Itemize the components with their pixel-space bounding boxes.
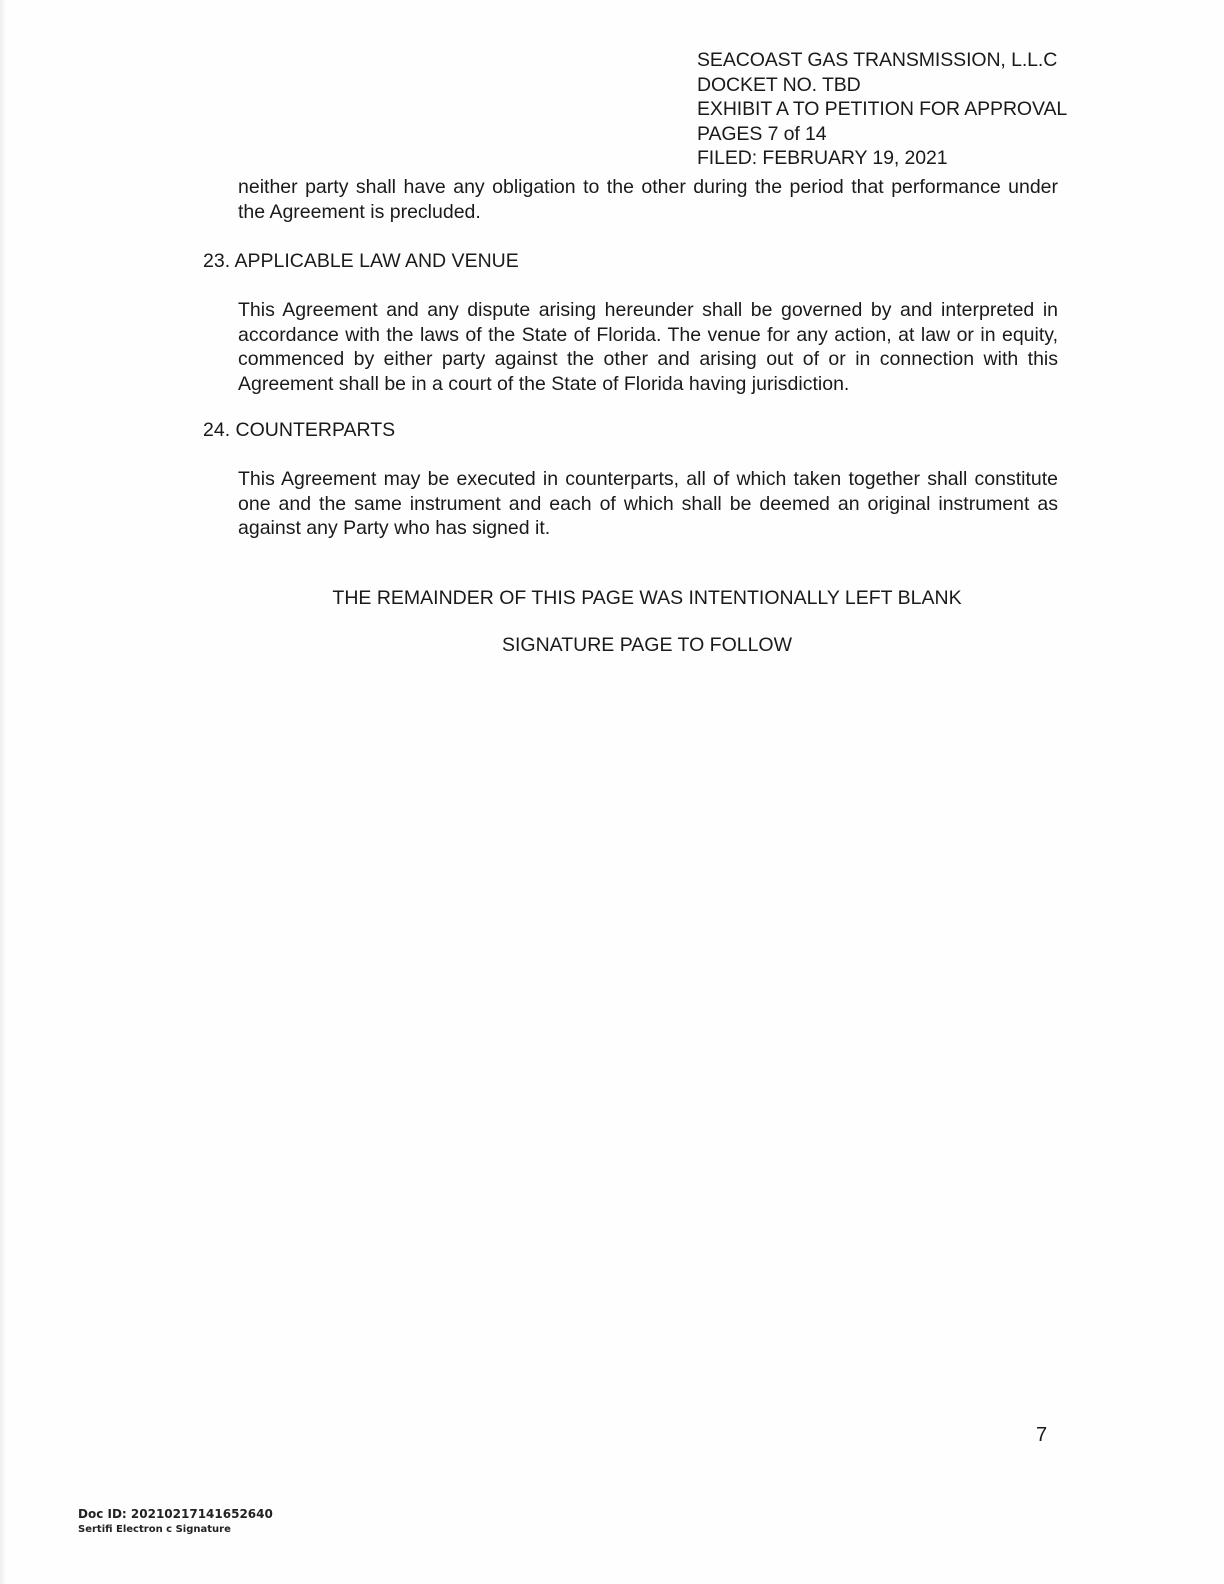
continuation-paragraph: neither party shall have any obligation to the other during the period that performance under the Agreement is precluded.: [238, 176, 1058, 223]
header-company: SEACOAST GAS TRANSMISSION, L.L.C: [697, 49, 1058, 71]
section-paragraph-23: This Agreement and any dispute arising hereunder shall be governed by and interpreted in accordance with the laws of the State of Florida. The venue for any action, at law or in equity, commenced by either party against the other and arising out of or in connection with this Agreement shall be in a court of the State of Florida having jurisdiction.: [238, 299, 1058, 395]
footer-signature-label: Sertifi Electron c Signature: [78, 1524, 231, 1535]
header-pages: PAGES 7 of 14: [697, 122, 827, 145]
scan-edge-shadow: [0, 0, 6, 1584]
footer-doc-id: Doc ID: 20210217141652640: [78, 1507, 273, 1521]
section-paragraph-24: This Agreement may be executed in counterparts, all of which taken together shall constitute one and the same instrument and each of which shall be deemed an original instrument as against any Party who has signed it.: [238, 468, 1058, 539]
section-heading-24: 24. COUNTERPARTS: [203, 419, 396, 441]
remainder-blank-notice: THE REMAINDER OF THIS PAGE WAS INTENTIONALLY LEFT BLANK: [332, 587, 962, 609]
header-filed: FILED: FEBRUARY 19, 2021: [697, 147, 948, 169]
header-docket: DOCKET NO. TBD: [697, 73, 861, 96]
docket-header: [697, 48, 1067, 171]
signature-follow-notice: SIGNATURE PAGE TO FOLLOW: [501, 634, 793, 656]
page-number: 7: [1036, 1424, 1048, 1446]
section-heading-23: 23. APPLICABLE LAW AND VENUE: [203, 250, 519, 272]
header-exhibit: EXHIBIT A TO PETITION FOR APPROVAL: [697, 98, 1068, 120]
